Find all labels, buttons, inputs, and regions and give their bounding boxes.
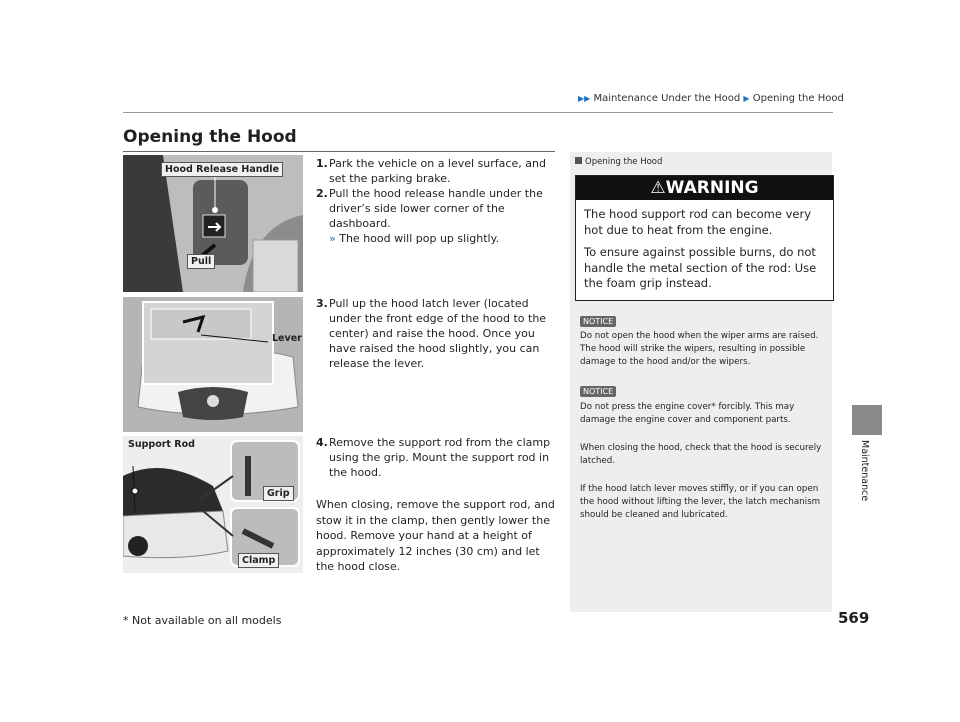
notes-header-text: Opening the Hood: [585, 157, 663, 167]
hood-release-photo: [123, 155, 303, 292]
step-4: [316, 435, 556, 480]
warning-title: ⚠WARNING: [576, 176, 833, 200]
result-arrow-icon: »: [329, 232, 336, 245]
section-tab-label: [856, 440, 876, 520]
step-1: [316, 156, 556, 186]
step-2-result: [316, 231, 556, 246]
notice-badge-2: NOTICE: [580, 386, 616, 397]
hood-latch-photo: [123, 297, 303, 432]
hood-latch-illustration: [123, 297, 303, 432]
section-tab-text: Maintenance: [859, 440, 870, 502]
step-2-result-text: The hood will pop up slightly.: [339, 232, 500, 245]
step-1-number: 1.: [316, 157, 328, 170]
callout-hood-release-handle: Hood Release Handle: [161, 162, 283, 177]
breadcrumb: [578, 93, 844, 104]
warning-text-1: The hood support rod can become very hot due to heat from the engine.: [584, 207, 812, 237]
step-2-number: 2.: [316, 187, 328, 200]
callout-grip: Grip: [263, 486, 294, 501]
note-closing-check: When closing the hood, check that the hood is securely latched.: [580, 443, 822, 466]
breadcrumb-item-maintenance[interactable]: Maintenance Under the Hood: [593, 93, 741, 104]
callout-clamp: Clamp: [238, 553, 279, 568]
note-latch-lubrication: If the hood latch lever moves stiffly, or if you can open the hood without lifting the lever, the latch mechanism should be cleaned and lubricated.: [580, 484, 821, 520]
step-2-text: Pull the hood release handle under the driver’s side lower corner of the dashboard.: [329, 187, 543, 230]
warning-box: [575, 175, 834, 301]
notes-header: [575, 157, 662, 167]
reference-marker-icon: [575, 157, 582, 164]
notice-text-2: Do not press the engine cover* forcibly. This may damage the engine cover and component parts.: [580, 402, 795, 425]
breadcrumb-arrows: ▶▶: [578, 94, 591, 103]
callout-support-rod: Support Rod: [128, 439, 195, 450]
page-title: Opening the Hood: [123, 127, 297, 147]
warning-text-2: To ensure against possible burns, do not handle the metal section of the rod: Use the foam grip instead.: [584, 245, 817, 290]
footnote: * Not available on all models: [123, 614, 282, 627]
step-1-text: Park the vehicle on a level surface, and set the parking brake.: [329, 157, 546, 185]
step-3-text: Pull up the hood latch lever (located under the front edge of the hood to the center) and raise the hood. Once you have raised the hood slightly, you can release the lever.: [329, 297, 547, 370]
notice-text-1: Do not open the hood when the wiper arms are raised. The hood will strike the wipers, resulting in possible damage to the hood and/or the wipers.: [580, 331, 819, 367]
title-rule: [123, 151, 555, 152]
header-rule: [123, 112, 833, 113]
step-3-number: 3.: [316, 297, 328, 310]
support-rod-photo: [123, 436, 303, 573]
callout-pull: Pull: [187, 254, 215, 269]
notice-badge-1: NOTICE: [580, 316, 616, 327]
step-4-number: 4.: [316, 436, 328, 449]
step-2: [316, 186, 556, 246]
section-tab-marker[interactable]: [852, 405, 882, 435]
step-4-text: Remove the support rod from the clamp using the grip. Mount the support rod in the hood.: [329, 436, 551, 479]
callout-lever: Lever: [272, 333, 302, 344]
page-number: 569: [838, 609, 870, 627]
closing-paragraph: When closing, remove the support rod, and stow it in the clamp, then gently lower the hood. Remove your hand at a height of approximately 12 inches (30 cm) and let the hood close.: [316, 498, 555, 573]
breadcrumb-item-opening-hood[interactable]: Opening the Hood: [752, 93, 844, 104]
breadcrumb-separator: ▶: [743, 94, 750, 103]
step-3: [316, 296, 556, 371]
